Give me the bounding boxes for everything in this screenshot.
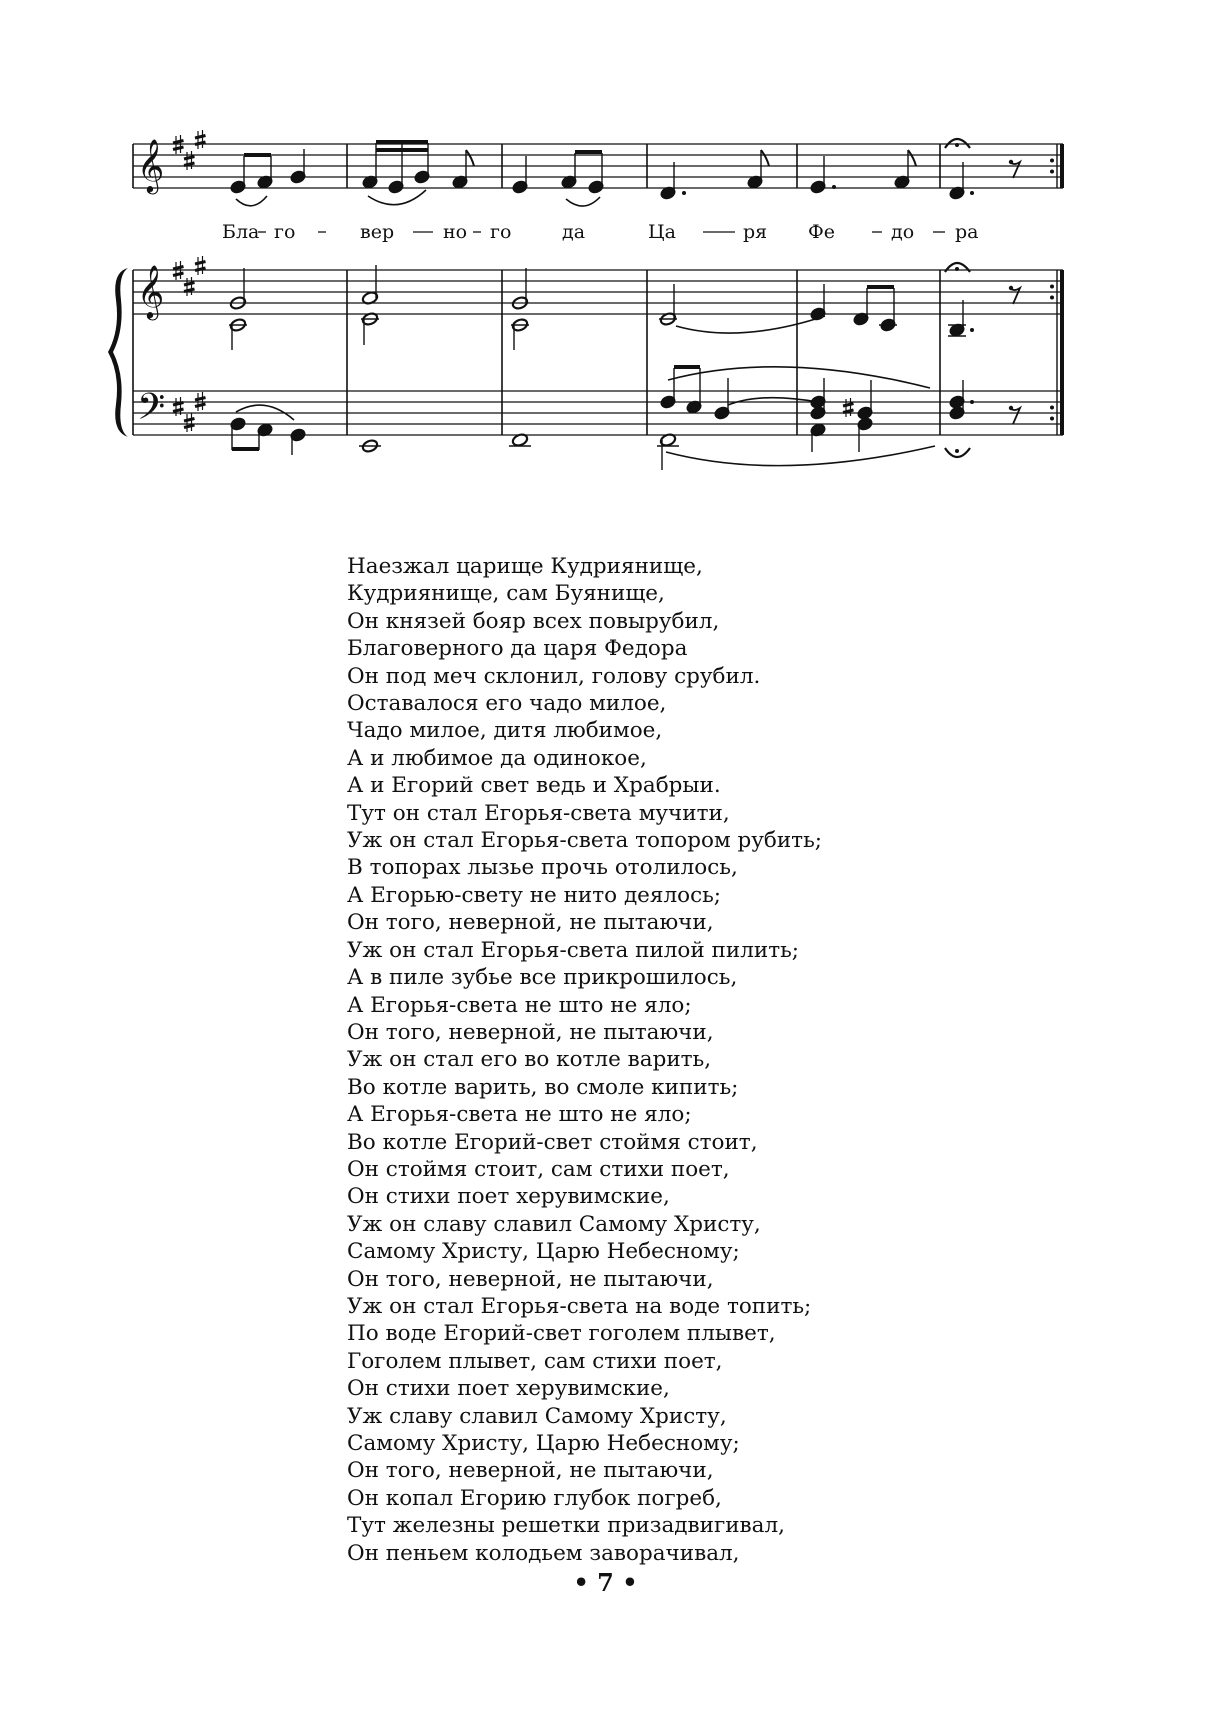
verse-line: А и любимое да одинокое, [347, 745, 647, 771]
lyric-syllable: да [562, 221, 586, 243]
piano-bass-staff [133, 391, 1063, 435]
piano-final-barline [1050, 270, 1064, 435]
piano-treble-staff [133, 270, 1063, 314]
page-number: • 7 • [573, 1568, 638, 1597]
verse-line: Самому Христу, Царю Небесному; [347, 1431, 740, 1456]
verse-line: Он копал Егорию глубок погреб, [347, 1485, 722, 1511]
verse-line: Чадо милое, дитя любимое, [347, 718, 663, 744]
verse-line: Самому Христу, Царю Небесному; [347, 1239, 740, 1265]
verse-line: Он того, неверной, не пытаючи, [347, 1458, 714, 1484]
verse-line: А и Егорий свет ведь и Храбрыи. [347, 773, 721, 799]
lyric-syllable: до [891, 221, 915, 243]
verse-line: Он того, неверной, не пытаючи, [347, 910, 714, 936]
treble-clef-icon: 𝄞 [137, 138, 165, 192]
brace-icon [108, 268, 128, 437]
verse-line: В топорах лызье прочь отолилось, [347, 855, 738, 881]
verse-line: Он стоймя стоит, сам стихи поет, [347, 1156, 730, 1182]
music-score [0, 0, 1211, 470]
verse-line: А в пиле зубье все прикрошилось, [347, 965, 738, 991]
score-svg [0, 0, 1211, 470]
lyric-syllable: но [443, 221, 468, 243]
verse-line: Он под меч склонил, голову срубил. [347, 663, 761, 689]
lyric-syllable: Ца [648, 221, 676, 243]
key-signature-icon [173, 130, 206, 170]
verse-line: Наезжал царище Кудриянище, [347, 554, 703, 579]
verse-line: А Егорья-света не што не яло; [347, 992, 692, 1018]
verse-line: А Егорью-свету не нито деялось; [347, 882, 722, 908]
verse-line: Во котле варить, во смоле кипить; [347, 1074, 739, 1100]
verse-line: Уж славу славил Самому Христу, [347, 1403, 727, 1429]
verse-line: Он князей бояр всех повырубил, [347, 608, 720, 634]
verse-line: Уж он стал Егорья-света на воде топить; [347, 1293, 812, 1319]
lyric-syllable: Бла [222, 221, 260, 243]
voice-notes [230, 139, 1020, 206]
verse-line: Оставалося его чадо милое, [347, 691, 667, 717]
lyric-syllable: ря [743, 221, 768, 243]
verse-line: Он того, неверной, не пытаючи, [347, 1019, 714, 1045]
lyric-syllable: ра [955, 221, 979, 243]
lyric-syllable: вер [360, 221, 395, 243]
verse-line: Он стихи поет херувимские, [347, 1184, 670, 1210]
piano-bass-notes [230, 365, 1020, 470]
verse-line: По воде Егорий-свет гоголем плывет, [347, 1321, 776, 1347]
verse-line: Он того, неверной, не пытаючи, [347, 1266, 714, 1292]
lyric-syllable: го [490, 221, 512, 243]
verse-line: Уж он стал Егорья-света топором рубить; [347, 828, 823, 854]
verse-line: Уж он стал Егорья-света пилой пилить; [347, 937, 800, 963]
bass-clef-icon: 𝄢 [137, 386, 166, 437]
verse-line: Он стихи поет херувимские, [347, 1376, 670, 1402]
verse-line: Кудриянище, сам Буянище, [347, 581, 665, 607]
verse-line: Уж он славу славил Самому Христу, [347, 1211, 761, 1237]
verse-line: Во котле Егорий-свет стоймя стоит, [347, 1129, 758, 1155]
key-signature-icon [173, 256, 206, 432]
verse-line: А Егорья-света не што не яло; [347, 1102, 692, 1128]
treble-clef-icon: 𝄞 [137, 264, 165, 318]
verse-text [347, 553, 1047, 1567]
verse-line: Гоголем плывет, сам стихи поет, [347, 1348, 723, 1374]
verse-line: Благоверного да царя Федора [347, 636, 688, 662]
verse-line: Он пеньем колодьем заворачивал, [347, 1540, 740, 1566]
lyric-syllable: го [274, 221, 296, 243]
lyric-syllable: Фе [808, 221, 836, 243]
verse-line: Уж он стал его во котле варить, [347, 1047, 712, 1073]
verse-line: Тут железны решетки призадвигивал, [347, 1513, 785, 1539]
verse-line: Тут он стал Егорья-света мучити, [347, 800, 730, 826]
lyrics-line [222, 221, 979, 243]
